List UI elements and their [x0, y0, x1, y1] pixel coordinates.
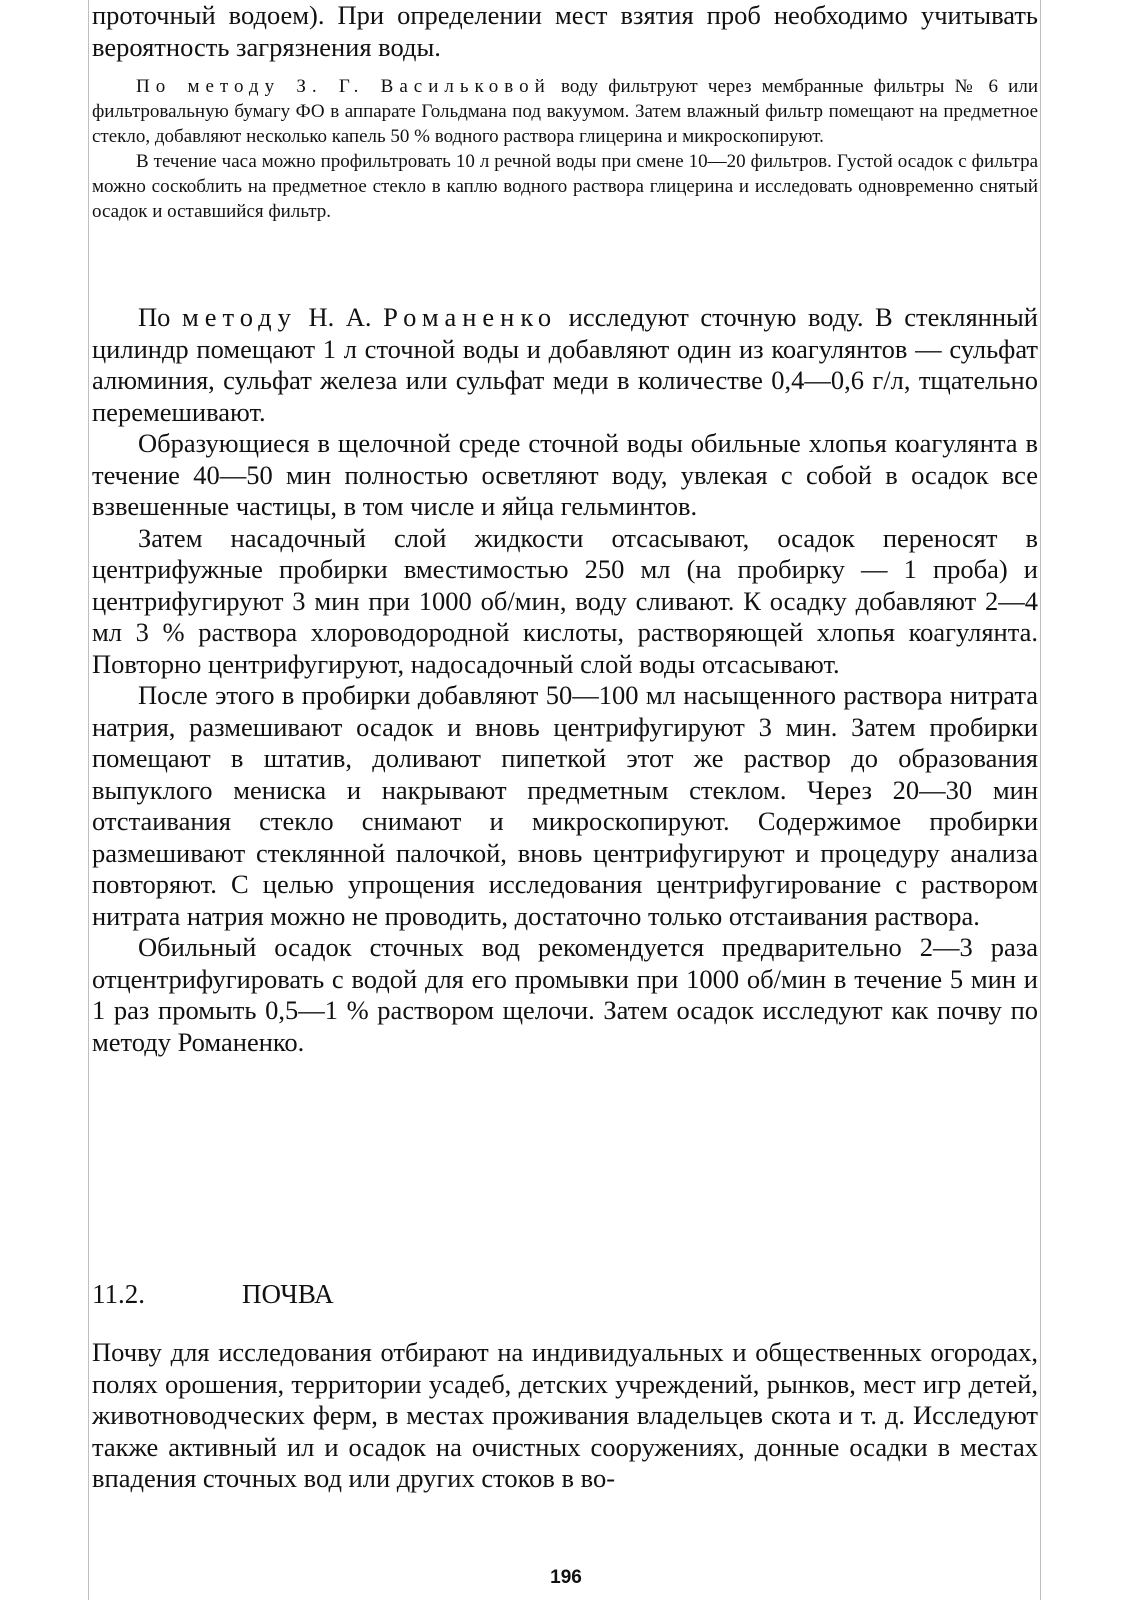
small-print-block	[92, 74, 1038, 224]
centrifuge-paragraph: Затем насадочный слой жидкости отсасывают, осадок переносят в центрифужные пробирки вместимостью 250 мл (на пробирку — 1 проба) и центрифугируют 3 мин при 1000 об/мин, воду сливают. К осадку добавляют 2—4 мл 3 % раствора хлороводородной кислоты, растворяющей хлопья коагулянта. Повторно центрифугируют, надосадочный слой воды отсасывают.	[92, 522, 1038, 679]
sediment-paragraph: Обильный осадок сточных вод рекомендуется предварительно 2—3 раза отцентрифугировать с водой для его промывки при 1000 об/мин в течение 5 мин и 1 раз промыть 0,5—1 % раствором щелочи. Затем осадок исследуют как почву по методу Романенко.	[92, 932, 1038, 1057]
soil-paragraph: Почву для исследования отбирают на индивидуальных и общественных огородах, полях орошения, территории усадеб, детских учреждений, рынков, мест игр детей, животноводческих ферм, в местах проживания владельцев скота и т. д. Исследуют также активный ил и осадок на очистных сооружениях, донные осадки в местах впадения сточных вод или других стоков в во-	[92, 1337, 1038, 1493]
top-paragraph-block	[92, 0, 1038, 63]
top-paragraph: проточный водоем). При определении мест взятия проб необходимо учитывать вероятность загрязнения воды.	[92, 0, 1038, 62]
sodium-nitrate-paragraph: После этого в пробирки добавляют 50—100 мл насыщенного раствора нитрата натрия, размешивают осадок и вновь центрифугируют 3 мин. Затем пробирки помещают в штатив, доливают пипеткой этот же раствор до образования выпуклого мениска и накрывают предметным стеклом. Через 20—30 мин отстаивания стекло снимают и микроскопируют. Содержимое пробирки размешивают стеклянной палочкой, вновь центрифугируют и процедуру анализа повторяют. С целью упрощения исследования центрифугирование с раствором нитрата натрия можно не проводить, достаточно только отстаивания раствора.	[92, 680, 1038, 931]
romanenko-method-word: методу	[181, 302, 297, 332]
section-heading	[92, 1278, 334, 1310]
romanenko-method-paragraph	[92, 302, 1038, 428]
filtration-paragraph: В течение часа можно профильтровать 10 л речной воды при смене 10—20 фильтров. Густой осадок с фильтра можно соскоблить на предметное стекло в каплю водного раствора глицерина и исследовать одновременно снятый осадок и оставшийся фильтр.	[92, 151, 1038, 222]
romanenko-name: Романенко	[383, 302, 558, 332]
romanenko-initials: Н. А.	[296, 302, 384, 332]
coagulant-paragraph: Образующиеся в щелочной среде сточной воды обильные хлопья коагулянта в течение 40—50 мин полностью осветляют воду, увлекая с собой в осадок все взвешенные частицы, в том числе и яйца гельминтов.	[92, 428, 1038, 521]
soil-text-block	[92, 1337, 1038, 1495]
romanenko-method-text: исследуют сточную воду. В стеклянный цилиндр помещают 1 л сточной воды и добавляют один из коагулянтов — сульфат алюминия, сульфат железа или сульфат меди в количестве 0,4—0,6 г/л, тщательно перемешивают.	[92, 302, 1038, 427]
vasilkova-method-paragraph	[92, 74, 1038, 149]
right-margin-line	[1040, 0, 1041, 1600]
page-number: 196	[550, 1567, 582, 1588]
vasilkova-method-label: По методу З. Г. Васильковой	[136, 76, 551, 97]
vasilkova-method-text: воду фильтруют через мембранные фильтры № 6 или фильтровальную бумагу ФО в аппарате Гольдмана под вакуумом. Затем влажный фильтр помещают на предметное стекло, добавляют несколько капель 50 % водного раствора глицерина и микроскопируют.	[92, 76, 1038, 147]
section-title: ПОЧВА	[242, 1279, 334, 1309]
left-margin-line	[88, 0, 89, 1600]
main-text-block	[92, 302, 1038, 1058]
section-number: 11.2.	[92, 1279, 145, 1309]
romanenko-prefix: По	[138, 302, 182, 332]
